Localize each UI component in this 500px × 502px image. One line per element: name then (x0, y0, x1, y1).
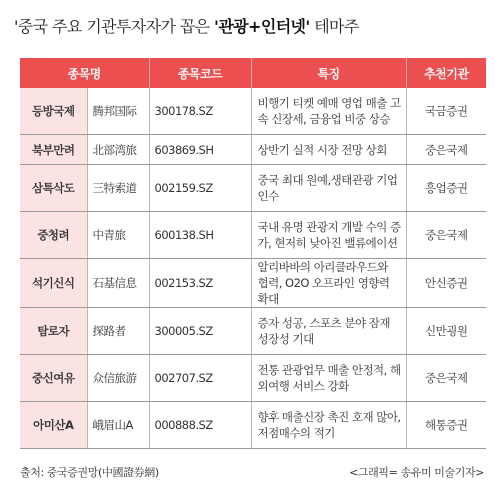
stock-name-kr: 중청려 (20, 212, 87, 259)
stock-code: 600138.SH (149, 212, 251, 259)
stock-name-kr: 중신여유 (20, 355, 87, 402)
stock-name-cn: 中青旅 (87, 212, 149, 259)
table-row (20, 355, 486, 402)
stock-broker: 안신증권 (406, 259, 486, 308)
header-stock-name: 종목명 (20, 58, 149, 88)
source-note: 출처: 중국증권망(中國證券網) (20, 466, 159, 479)
stock-name-kr: 등방국제 (20, 88, 87, 135)
stock-feature: 중국 최대 원예,생태관광 기업 인수 (251, 165, 406, 212)
header-broker: 추천기관 (406, 58, 486, 88)
stock-broker: 흥업증권 (406, 165, 486, 212)
stock-broker: 중은국제 (406, 355, 486, 402)
stock-feature: 전통 관광업무 매출 안정적, 해외여행 서비스 강화 (251, 355, 406, 402)
stock-code: 300005.SZ (149, 308, 251, 355)
stock-name-kr: 북부만려 (20, 135, 87, 165)
stock-broker: 국금증권 (406, 88, 486, 135)
graphic-credit: <그래픽= 송유미 미술기자> (349, 466, 484, 479)
stock-feature: 상반기 실적 시장 전망 상회 (251, 135, 406, 165)
stock-code: 603869.SH (149, 135, 251, 165)
stock-feature: 증자 성공, 스포츠 분야 잠재 성장성 기대 (251, 308, 406, 355)
title-suffix: 테마주 (309, 17, 359, 36)
stock-feature: 향후 매출신장 촉진 호재 많아, 저점매수의 적기 (251, 402, 406, 449)
table-row (20, 165, 486, 212)
table-row (20, 259, 486, 308)
title-highlight: '관광+인터넷' (214, 17, 310, 36)
stock-feature: 비행기 티켓 예매 영업 매출 고속 신장세, 금융업 비중 상승 (251, 88, 406, 135)
stock-name-cn: 峨眉山A (87, 402, 149, 449)
stock-code: 002159.SZ (149, 165, 251, 212)
stock-feature: 국내 유명 관광지 개발 수익 증가, 현저히 낮아진 밸류에이션 (251, 212, 406, 259)
page-title (14, 14, 359, 37)
header-feature: 특징 (251, 58, 406, 88)
stock-name-kr: 탐로자 (20, 308, 87, 355)
stock-name-kr: 삼특삭도 (20, 165, 87, 212)
table-row (20, 88, 486, 135)
stock-broker: 중은국제 (406, 212, 486, 259)
stock-name-cn: 腾邦国际 (87, 88, 149, 135)
stock-code: 300178.SZ (149, 88, 251, 135)
stock-broker: 신만굉원 (406, 308, 486, 355)
stock-broker: 중은국제 (406, 135, 486, 165)
table-row (20, 402, 486, 449)
table-row (20, 308, 486, 355)
stock-name-kr: 아미산A (20, 402, 87, 449)
table-header-row (20, 58, 486, 88)
stock-code: 002153.SZ (149, 259, 251, 308)
stock-table (20, 58, 486, 449)
stock-name-kr: 석기신식 (20, 259, 87, 308)
stock-name-cn: 三特索道 (87, 165, 149, 212)
table-row (20, 135, 486, 165)
header-stock-code: 종목코드 (149, 58, 251, 88)
stock-name-cn: 众信旅游 (87, 355, 149, 402)
table-row (20, 212, 486, 259)
title-prefix: '중국 주요 기관투자자가 꼽은 (14, 17, 215, 36)
stock-feature: 알리바바의 아리클라우드와 협력, O2O 오프라인 영향력 확대 (251, 259, 406, 308)
stock-name-cn: 石基信息 (87, 259, 149, 308)
stock-code: 002707.SZ (149, 355, 251, 402)
stock-broker: 해통증권 (406, 402, 486, 449)
stock-name-cn: 探路者 (87, 308, 149, 355)
stock-name-cn: 北部湾旅 (87, 135, 149, 165)
stock-code: 000888.SZ (149, 402, 251, 449)
